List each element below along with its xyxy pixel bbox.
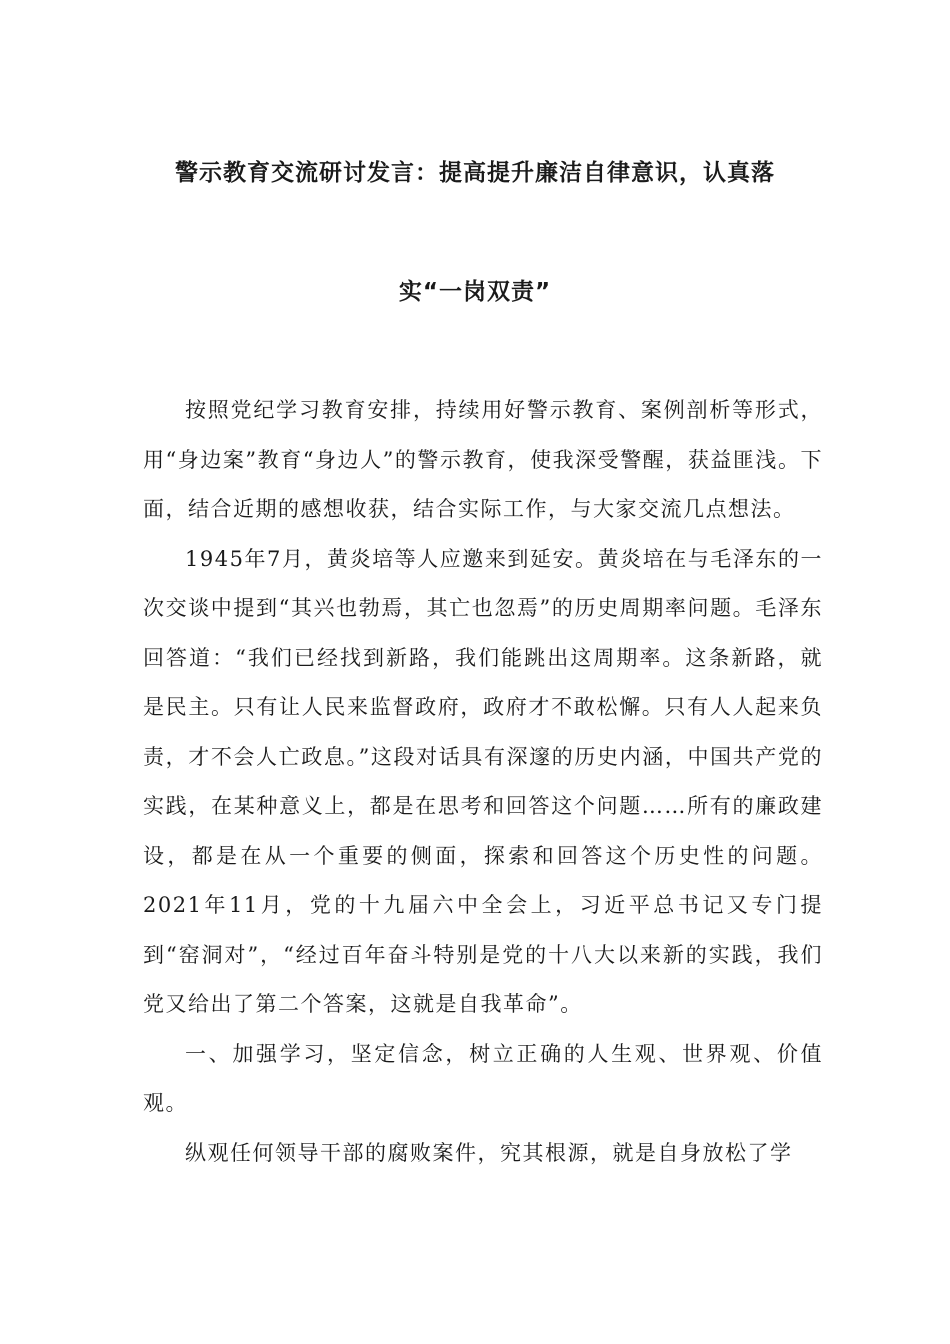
paragraph-section-body: 纵观任何领导干部的腐败案件，究其根源，就是自身放松了学 xyxy=(185,1140,793,1165)
paragraph-history: 1945年7月，黄炎培等人应邀来到延安。黄炎培在与毛泽东的一次交谈中提到“其兴也勃焉，其亡也忽焉”的历史周期率问题。毛泽东回答道：“我们已经找到新路，我们能跳出这周期率。这条新路，就是民主。只有让人民来监督政府，政府才不敢松懈。只有人人起来负责，才不会人亡政息。”这段对话具有深邃的历史内涵，中国共产党的实践，在某种意义上，都是在思考和回答这个问题……所有的廉政建设，都是在从一个重要的侧面，探索和回答这个历史性的问题。2021年11月，党的十九届六中全会上，习近平总书记又专门提到“窑洞对”，“经过百年奋斗特别是党的十八大以来新的实践，我们党又给出了第二个答案，这就是自我革命”。 xyxy=(143,546,823,1016)
paragraph-section-heading: 一、加强学习，坚定信念，树立正确的人生观、世界观、价值观。 xyxy=(143,1041,823,1115)
document-title-line-1: 警示教育交流研讨发言：提高提升廉洁自律意识，认真落 xyxy=(175,160,775,186)
document-body xyxy=(143,386,823,1178)
paragraph-intro: 按照党纪学习教育安排，持续用好警示教育、案例剖析等形式，用“身边案”教育“身边人”的警示教育，使我深受警醒，获益匪浅。下面，结合近期的感想收获，结合实际工作，与大家交流几点想法。 xyxy=(143,398,823,521)
document-title-line-2: 实“一岗双责” xyxy=(398,279,552,305)
